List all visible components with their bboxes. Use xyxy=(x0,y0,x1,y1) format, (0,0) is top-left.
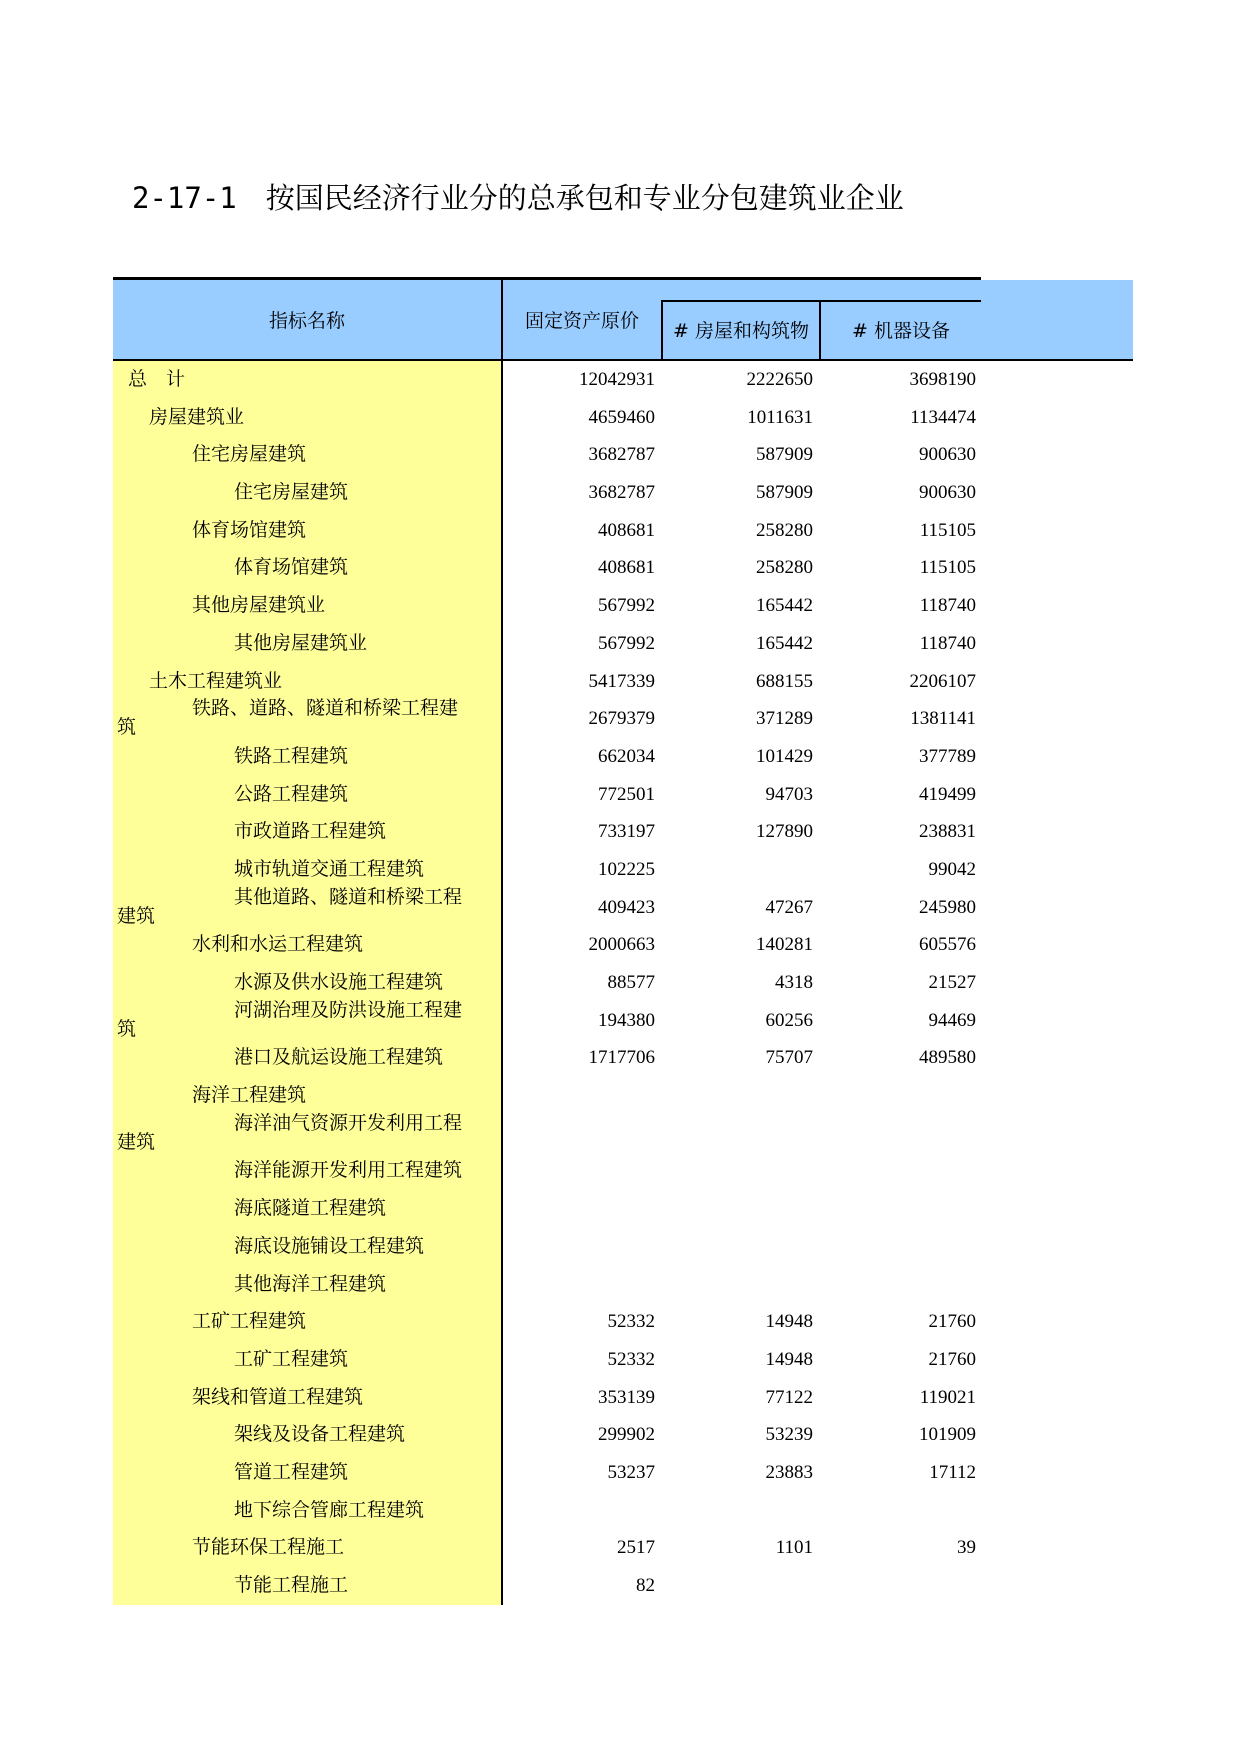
value-buildings: 1011631 xyxy=(747,406,813,428)
value-machinery: 900630 xyxy=(919,444,976,466)
row-indicator-name: 体育场馆建筑 xyxy=(192,518,307,541)
row-indicator-name: 其他海洋工程建筑 xyxy=(234,1272,387,1295)
value-buildings xyxy=(661,1228,813,1266)
value-machinery: 101909 xyxy=(919,1424,976,1446)
value-machinery: 94469 xyxy=(928,1009,976,1031)
value-machinery xyxy=(821,1077,976,1115)
value-buildings xyxy=(661,1567,813,1605)
table-row xyxy=(113,474,981,512)
value-fixed-assets xyxy=(503,1266,655,1304)
value-buildings: 165442 xyxy=(756,595,813,617)
row-indicator-name: 市政道路工程建筑 xyxy=(234,820,387,843)
value-machinery: 115105 xyxy=(919,557,976,579)
value-fixed-assets: 52332 xyxy=(607,1348,655,1370)
row-indicator-name xyxy=(113,1111,501,1153)
value-buildings xyxy=(661,1492,813,1530)
value-fixed-assets: 102225 xyxy=(598,858,655,880)
value-fixed-assets: 5417339 xyxy=(588,670,655,692)
table-header xyxy=(113,280,1133,361)
header-fixed-assets: 固定资产原价 xyxy=(524,310,639,332)
value-buildings: 258280 xyxy=(756,519,813,541)
table-row xyxy=(113,512,981,550)
row-indicator-name: 其他房屋建筑业 xyxy=(192,594,326,617)
table-row xyxy=(113,813,981,851)
value-buildings: 587909 xyxy=(756,482,813,504)
value-machinery: 3698190 xyxy=(909,369,976,390)
table-row xyxy=(113,776,981,814)
value-buildings: 60256 xyxy=(765,1009,813,1031)
value-buildings xyxy=(661,851,813,889)
value-machinery: 118740 xyxy=(919,595,976,617)
page-title: 2-17-1 按国民经济行业分的总承包和专业分包建筑业企业 xyxy=(132,181,904,215)
table-row xyxy=(113,1228,981,1266)
table-row xyxy=(113,549,981,587)
value-buildings xyxy=(661,1190,813,1228)
value-fixed-assets xyxy=(503,1115,655,1153)
row-name-line-1: 河湖治理及防洪设施工程建 xyxy=(234,998,463,1021)
value-fixed-assets: 82 xyxy=(636,1575,655,1596)
row-indicator-name: 住宅房屋建筑 xyxy=(192,443,307,466)
value-machinery: 17112 xyxy=(929,1461,976,1483)
header-indicator-name: 指标名称 xyxy=(268,310,345,332)
value-machinery: 21760 xyxy=(928,1348,976,1370)
value-fixed-assets: 12042931 xyxy=(579,369,655,390)
table-row xyxy=(113,1190,981,1228)
row-indicator-name: 体育场馆建筑 xyxy=(234,556,349,579)
value-buildings: 94703 xyxy=(765,783,813,805)
table-row xyxy=(113,885,981,927)
value-fixed-assets xyxy=(503,1077,655,1115)
table-row xyxy=(113,697,981,739)
row-indicator-name: 铁路工程建筑 xyxy=(234,744,349,767)
table-row xyxy=(113,1416,981,1454)
row-name-line-2: 建筑 xyxy=(117,1130,156,1153)
table-row xyxy=(113,1454,981,1492)
value-machinery: 1381141 xyxy=(910,708,976,730)
row-indicator-name: 水源及供水设施工程建筑 xyxy=(234,971,444,993)
table-row xyxy=(113,738,981,776)
row-indicator-name: 房屋建筑业 xyxy=(149,405,245,428)
header-machinery: # 机器设备 xyxy=(852,320,950,342)
table-row xyxy=(113,663,981,701)
value-buildings: 4318 xyxy=(775,972,813,993)
row-indicator-name: 节能工程施工 xyxy=(234,1574,349,1596)
value-machinery: 605576 xyxy=(919,934,976,956)
table-row xyxy=(113,1303,981,1341)
row-indicator-name: 水利和水运工程建筑 xyxy=(192,933,364,956)
value-machinery xyxy=(821,1228,976,1266)
row-indicator-name: 海洋能源开发利用工程建筑 xyxy=(234,1159,463,1182)
table-row xyxy=(113,1266,981,1304)
value-machinery: 39 xyxy=(957,1537,976,1559)
value-buildings: 101429 xyxy=(756,745,813,767)
row-indicator-name xyxy=(113,998,501,1040)
value-buildings: 77122 xyxy=(765,1386,813,1408)
value-buildings: 23883 xyxy=(765,1461,813,1483)
value-machinery: 900630 xyxy=(919,482,976,504)
table-row xyxy=(113,851,981,889)
value-buildings: 53239 xyxy=(765,1424,813,1446)
row-indicator-name: 地下综合管廊工程建筑 xyxy=(234,1498,425,1521)
row-name-line-1: 铁路、道路、隧道和桥梁工程建 xyxy=(192,697,459,720)
value-buildings: 371289 xyxy=(756,708,813,730)
value-buildings xyxy=(661,1115,813,1153)
row-indicator-name: 港口及航运设施工程建筑 xyxy=(234,1046,444,1069)
row-indicator-name: 节能环保工程施工 xyxy=(192,1536,345,1559)
table-row xyxy=(113,1111,981,1153)
table-row xyxy=(113,1341,981,1379)
row-indicator-name: 架线和管道工程建筑 xyxy=(192,1385,364,1408)
row-indicator-name: 公路工程建筑 xyxy=(234,782,349,805)
value-fixed-assets: 4659460 xyxy=(588,406,655,428)
row-indicator-name: 海底隧道工程建筑 xyxy=(234,1197,387,1220)
value-fixed-assets: 408681 xyxy=(598,519,655,541)
value-fixed-assets xyxy=(503,1492,655,1530)
table-row xyxy=(113,1529,981,1567)
table-row xyxy=(113,361,981,399)
value-machinery: 115105 xyxy=(919,519,976,541)
row-indicator-name: 海底设施铺设工程建筑 xyxy=(234,1234,425,1257)
value-fixed-assets: 53237 xyxy=(607,1461,655,1483)
value-fixed-assets: 2517 xyxy=(617,1537,655,1559)
value-fixed-assets xyxy=(503,1228,655,1266)
table-row xyxy=(113,1379,981,1417)
value-buildings: 127890 xyxy=(756,821,813,843)
value-buildings: 14948 xyxy=(765,1348,813,1370)
table-row xyxy=(113,1039,981,1077)
row-indicator-name: 海洋工程建筑 xyxy=(192,1084,307,1107)
value-machinery xyxy=(821,1152,976,1190)
value-machinery: 119021 xyxy=(919,1386,976,1408)
table-row xyxy=(113,1567,981,1605)
table-row xyxy=(113,436,981,474)
row-indicator-name: 工矿工程建筑 xyxy=(192,1310,307,1333)
row-indicator-name: 工矿工程建筑 xyxy=(234,1347,349,1370)
value-buildings xyxy=(661,1266,813,1304)
value-machinery: 238831 xyxy=(919,821,976,843)
value-buildings: 2222650 xyxy=(746,369,813,390)
value-fixed-assets: 2679379 xyxy=(588,708,655,730)
value-machinery: 377789 xyxy=(919,745,976,767)
table-row xyxy=(113,1152,981,1190)
value-buildings: 258280 xyxy=(756,557,813,579)
value-machinery: 21527 xyxy=(928,972,976,993)
value-fixed-assets: 88577 xyxy=(607,972,655,993)
value-buildings: 14948 xyxy=(765,1311,813,1333)
value-buildings: 75707 xyxy=(765,1047,813,1069)
value-machinery: 118740 xyxy=(919,632,976,654)
value-machinery: 245980 xyxy=(919,896,976,918)
value-machinery: 2206107 xyxy=(909,670,976,692)
row-indicator-name: 土木工程建筑业 xyxy=(149,669,283,692)
row-indicator-name: 城市轨道交通工程建筑 xyxy=(234,857,425,880)
value-fixed-assets xyxy=(503,1152,655,1190)
value-fixed-assets: 733197 xyxy=(598,821,655,843)
value-fixed-assets: 194380 xyxy=(598,1009,655,1031)
value-fixed-assets: 408681 xyxy=(598,557,655,579)
row-indicator-name xyxy=(113,885,501,927)
value-machinery: 99042 xyxy=(928,858,976,880)
value-machinery xyxy=(821,1567,976,1605)
value-fixed-assets: 2000663 xyxy=(588,934,655,956)
value-buildings: 47267 xyxy=(765,896,813,918)
value-buildings xyxy=(661,1152,813,1190)
value-fixed-assets: 3682787 xyxy=(588,444,655,466)
table-row xyxy=(113,926,981,964)
value-buildings: 1101 xyxy=(775,1537,813,1559)
value-machinery xyxy=(821,1266,976,1304)
value-fixed-assets: 353139 xyxy=(598,1386,655,1408)
table-row xyxy=(113,625,981,663)
value-fixed-assets: 662034 xyxy=(598,745,655,767)
table-row xyxy=(113,964,981,1002)
value-fixed-assets: 567992 xyxy=(598,595,655,617)
table-row xyxy=(113,399,981,437)
value-buildings: 165442 xyxy=(756,632,813,654)
value-machinery: 489580 xyxy=(919,1047,976,1069)
row-name-line-1: 其他道路、隧道和桥梁工程 xyxy=(234,885,463,908)
row-indicator-name: 总 计 xyxy=(128,368,186,390)
row-indicator-name: 架线及设备工程建筑 xyxy=(234,1423,406,1446)
table-row xyxy=(113,1077,981,1115)
value-machinery xyxy=(821,1190,976,1228)
value-buildings: 587909 xyxy=(756,444,813,466)
row-indicator-name: 管道工程建筑 xyxy=(234,1460,349,1483)
value-machinery: 21760 xyxy=(928,1311,976,1333)
row-indicator-name xyxy=(113,697,501,739)
table-body xyxy=(113,361,981,1605)
table-row xyxy=(113,1492,981,1530)
table-row xyxy=(113,998,981,1040)
row-name-line-2: 筑 xyxy=(117,1017,137,1040)
row-name-line-2: 筑 xyxy=(117,716,137,739)
value-fixed-assets: 1717706 xyxy=(588,1047,655,1069)
value-fixed-assets: 3682787 xyxy=(588,482,655,504)
row-indicator-name: 住宅房屋建筑 xyxy=(234,481,349,504)
value-fixed-assets: 567992 xyxy=(598,632,655,654)
row-name-line-1: 海洋油气资源开发利用工程 xyxy=(234,1111,463,1134)
value-fixed-assets xyxy=(503,1190,655,1228)
value-machinery: 419499 xyxy=(919,783,976,805)
table-row xyxy=(113,587,981,625)
row-indicator-name: 其他房屋建筑业 xyxy=(234,631,368,654)
value-buildings xyxy=(661,1077,813,1115)
value-buildings: 140281 xyxy=(756,934,813,956)
row-name-line-2: 建筑 xyxy=(117,904,156,927)
value-fixed-assets: 772501 xyxy=(598,783,655,805)
value-machinery: 1134474 xyxy=(910,406,976,428)
value-buildings: 688155 xyxy=(756,670,813,692)
value-machinery xyxy=(821,1492,976,1530)
value-fixed-assets: 409423 xyxy=(598,896,655,918)
value-fixed-assets: 299902 xyxy=(598,1424,655,1446)
header-buildings: # 房屋和构筑物 xyxy=(673,320,809,342)
value-fixed-assets: 52332 xyxy=(607,1311,655,1333)
value-machinery xyxy=(821,1115,976,1153)
